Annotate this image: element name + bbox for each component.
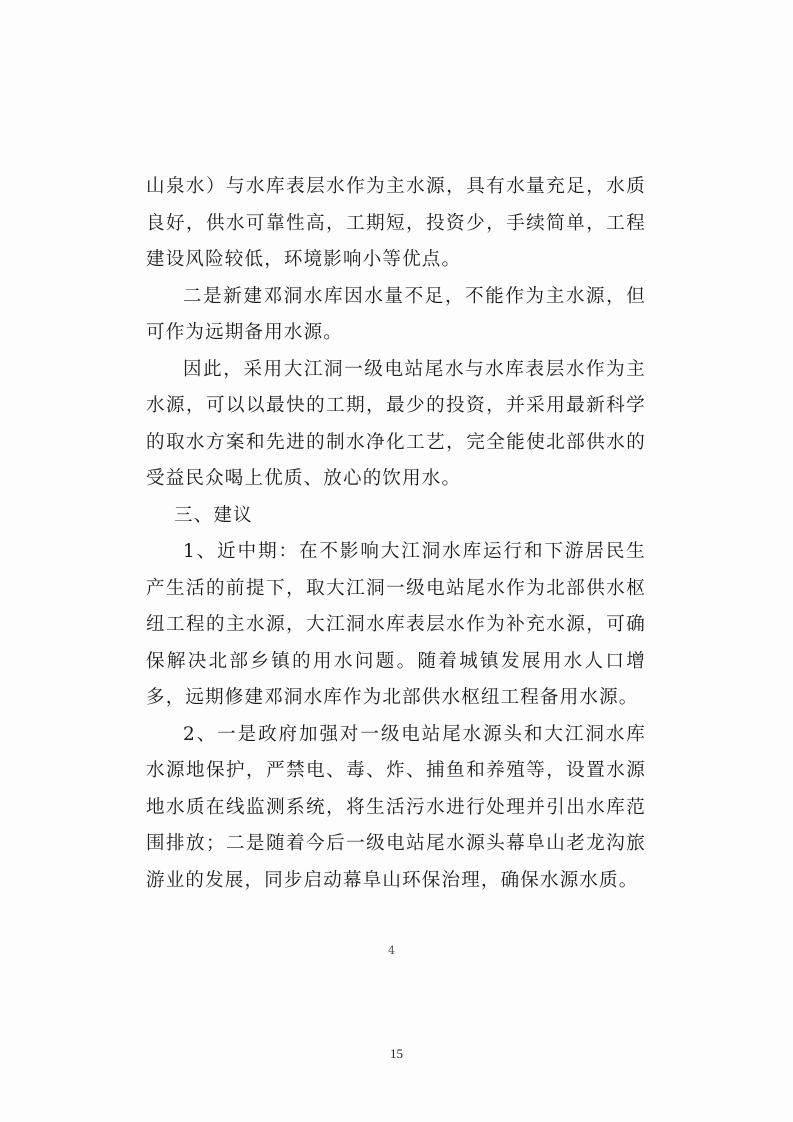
- body-text: [146, 169, 646, 899]
- paragraph-suggestion-1: 1、近中期：在不影响大江洞水库运行和下游居民生产生活的前提下，取大江洞一级电站尾水作为北部供水枢纽工程的主水源，大江洞水库表层水作为补充水源，可确保解决北部乡镇的用水问题。随着城镇发展用水人口增多，远期修建邓洞水库作为北部供水枢纽工程备用水源。: [146, 541, 646, 708]
- inner-page-mark: 4: [388, 944, 395, 957]
- paragraph-suggestion-2: 2、一是政府加强对一级电站尾水源头和大江洞水库水源地保护，严禁电、毒、炸、捕鱼和养殖等，设置水源地水质在线监测系统，将生活污水进行处理并引出水库范围排放；二是随着今后一级电站尾水源头幕阜山老龙沟旅游业的发展，同步启动幕阜山环保治理，确保水源水质。: [146, 723, 646, 891]
- section-heading-suggestions: 三、建议: [174, 504, 253, 526]
- paragraph-continuation: 山泉水）与水库表层水作为主水源，具有水量充足，水质良好，供水可靠性高，工期短，投资少，手续简单，工程建设风险较低，环境影响小等优点。: [146, 176, 646, 270]
- page-number: 15: [390, 1046, 403, 1061]
- paragraph-second-point: 二是新建邓洞水库因水量不足，不能作为主水源，但可作为远期备用水源。: [146, 285, 646, 343]
- paragraph-conclusion: 因此，采用大江洞一级电站尾水与水库表层水作为主水源，可以以最快的工期，最少的投资，并采用最新科学的取水方案和先进的制水净化工艺，完全能使北部供水的受益民众喝上优质、放心的饮用水。: [146, 358, 646, 489]
